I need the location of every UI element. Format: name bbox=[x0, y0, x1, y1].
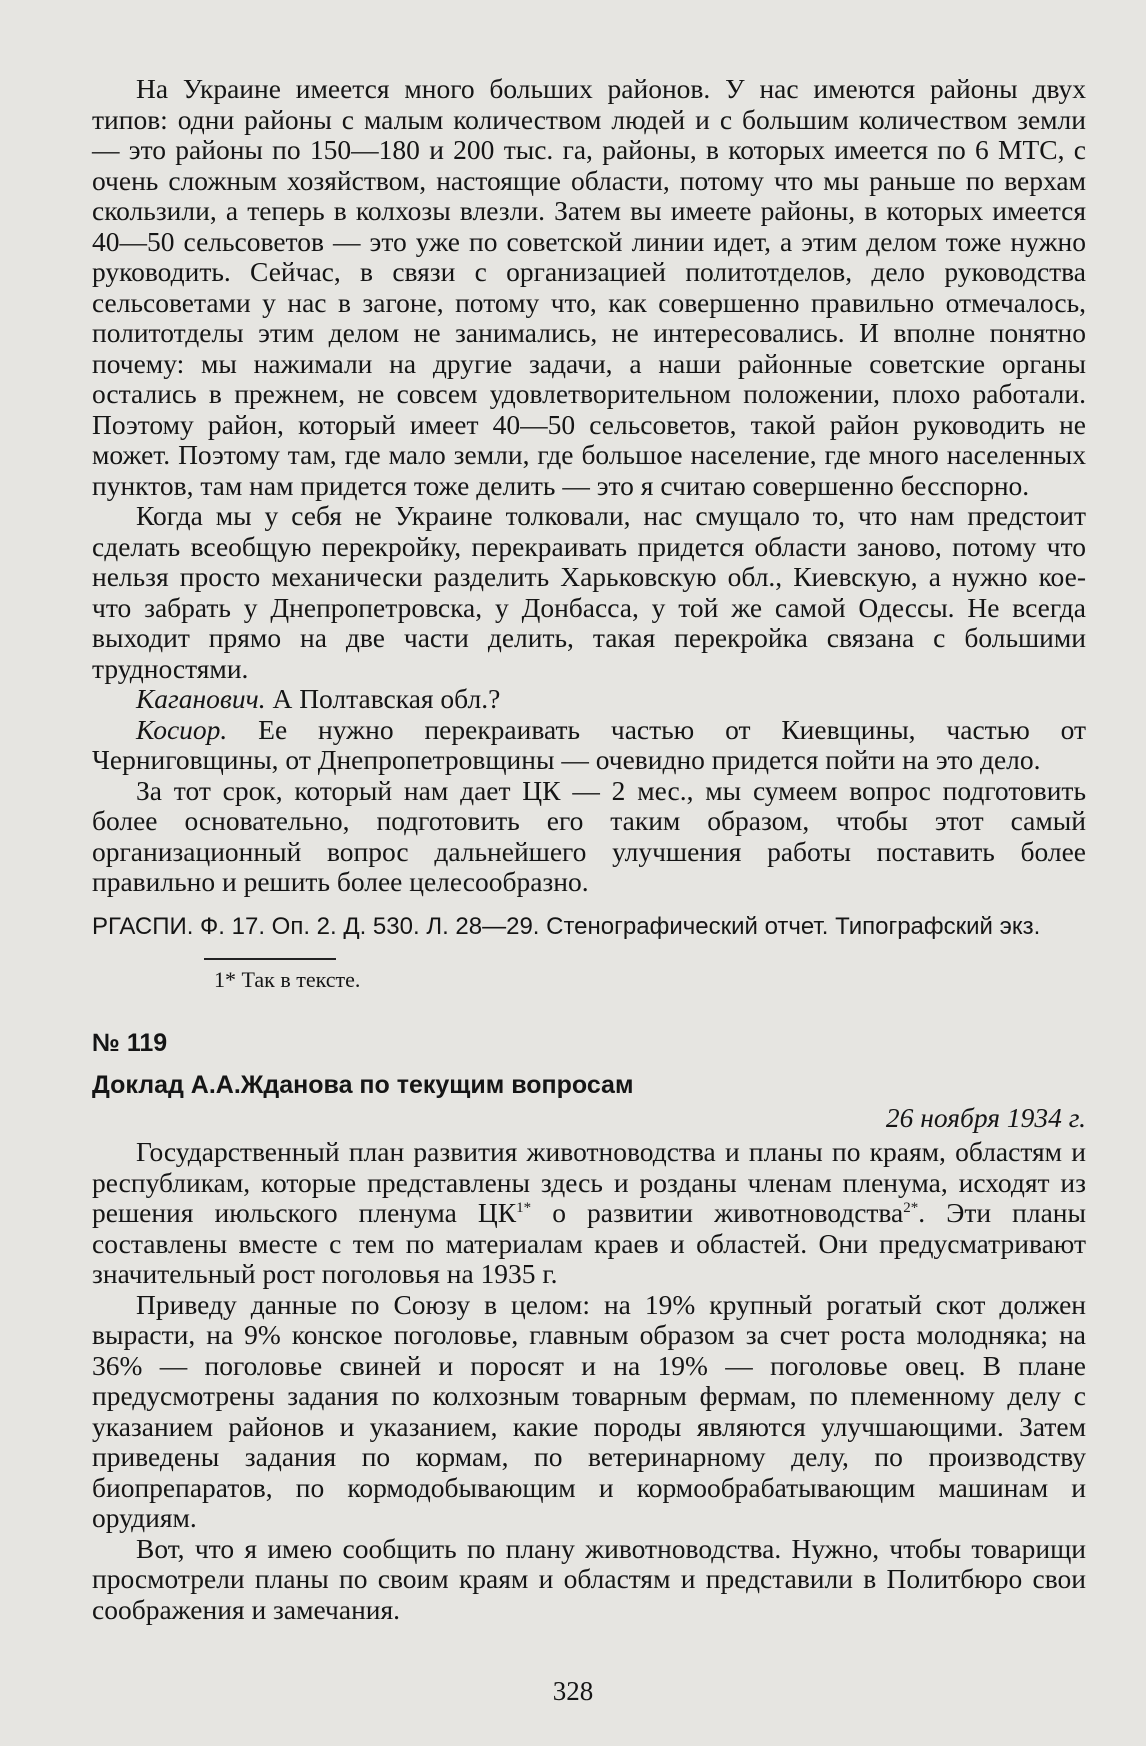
text-column bbox=[92, 74, 1086, 1625]
speaker-name: Косиор. bbox=[136, 713, 228, 745]
report-paragraph-figures: Приведу данные по Союзу в целом: на 19% крупный рогатый скот должен вырасти, на 9% конское поголовье, главным образом за счет роста молодняка; на 36% — поголовье свиней и поросят и на 19% — поголовье овец. В плане предусмотрены задания по колхозным товарным фермам, по племенному делу с указанием районов и указанием, какие породы являются улучшающими. Затем приведены задания по кормам, по ветеринарному делу, по производству биопрепаратов, по кормодобывающим и кормообрабатывающим машинам и орудиям. bbox=[92, 1288, 1086, 1533]
footnote-divider bbox=[204, 958, 336, 960]
speaker-name: Каганович. bbox=[136, 683, 266, 714]
footnote-ref: 2* bbox=[903, 1199, 919, 1216]
document-title: Доклад А.А.Жданова по текущим вопросам bbox=[92, 1071, 634, 1099]
report-text: Государственный план развития животноводства и планы по краям, областям и республикам, которые представлены здесь и розданы членам пленума, исходят из решения июльского пленума ЦК bbox=[92, 1136, 1086, 1228]
paragraph-deadline: За тот срок, который нам дает ЦК — 2 мес., мы сумеем вопрос подготовить более основательно, подготовить его таким образом, чтобы этот самый организационный вопрос дальнейшего улучшения работы поставить более правильно и решить более целесообразно. bbox=[92, 774, 1086, 897]
document-date: 26 ноября 1934 г. bbox=[885, 1101, 1086, 1133]
footnote: 1* Так в тексте. bbox=[214, 966, 361, 992]
report-text: . Эти планы составлены вместе с тем по материалам краев и областей. Они предусматривают значительный рост поголовья на 1935 г. bbox=[92, 1197, 1086, 1289]
remark-kaganovich bbox=[92, 684, 1086, 715]
report-paragraph-closing: Вот, что я имею сообщить по плану животноводства. Нужно, чтобы товарищи просмотрели планы по своим краям и областям и представили в Политбюро свои соображения и замечания. bbox=[92, 1532, 1086, 1625]
archive-source: РГАСПИ. Ф. 17. Оп. 2. Д. 530. Л. 28—29. Стенографический отчет. Типографский экз. bbox=[92, 912, 1041, 940]
footnote-ref: 1* bbox=[516, 1199, 532, 1216]
paragraph-ukraine-districts: На Украине имеется много больших районов. У нас имеются районы двух типов: одни районы с малым количеством людей и с большим количеством земли — это районы по 150—180 и 200 тыс. га, районы, в которых имеется по 6 МТС, с очень сложным хозяйством, настоящие области, потому что мы раньше по верхам скользили, а теперь в колхозы влезли. Затем вы имеете районы, в которых имеется 40—50 сельсоветов — это уже по советской линии идет, а этим делом тоже нужно руководить. Сейчас, в связи с организацией политотделов, дело руководства сельсоветами у нас в загоне, потому что, как совершенно правильно отмечалось, политотделы этим делом не занимались, не интересовались. И вполне понятно почему: мы нажимали на другие задачи, а наши районные советские органы остались в прежнем, не совсем удовлетворительном положении, плохо работали. Поэтому район, который имеет 40—50 сельсоветов, такой район руководить не может. Поэтому там, где мало земли, где большое население, где много населенных пунктов, там нам придется тоже делить — это я считаю совершенно бесспорно. bbox=[92, 73, 1086, 501]
remark-text: А Полтавская обл.? bbox=[272, 683, 501, 714]
paragraph-reshaping: Когда мы у себя не Украине толковали, нас смущало то, что нам предстоит сделать всеобщую перекройку, перекраивать придется области заново, потому что нельзя просто механически разделить Харьковскую обл., Киевскую, а нужно кое-что забрать у Днепропетровска, у Донбасса, у той же самой Одессы. Не всегда выходит прямо на две части делить, такая перекройка связана с большими трудностями. bbox=[92, 500, 1086, 684]
remark-text: Ее нужно перекраивать частью от Киевщины, частью от Черниговщины, от Днепропетровщины — очевидно придется пойти на это дело. bbox=[92, 713, 1087, 775]
report-text: о развитии животноводства bbox=[531, 1197, 904, 1228]
document-number: № 119 bbox=[92, 1028, 168, 1057]
remark-kosior bbox=[92, 715, 1086, 776]
page-number: 328 bbox=[552, 1676, 594, 1706]
report-paragraph-plan bbox=[92, 1137, 1086, 1290]
